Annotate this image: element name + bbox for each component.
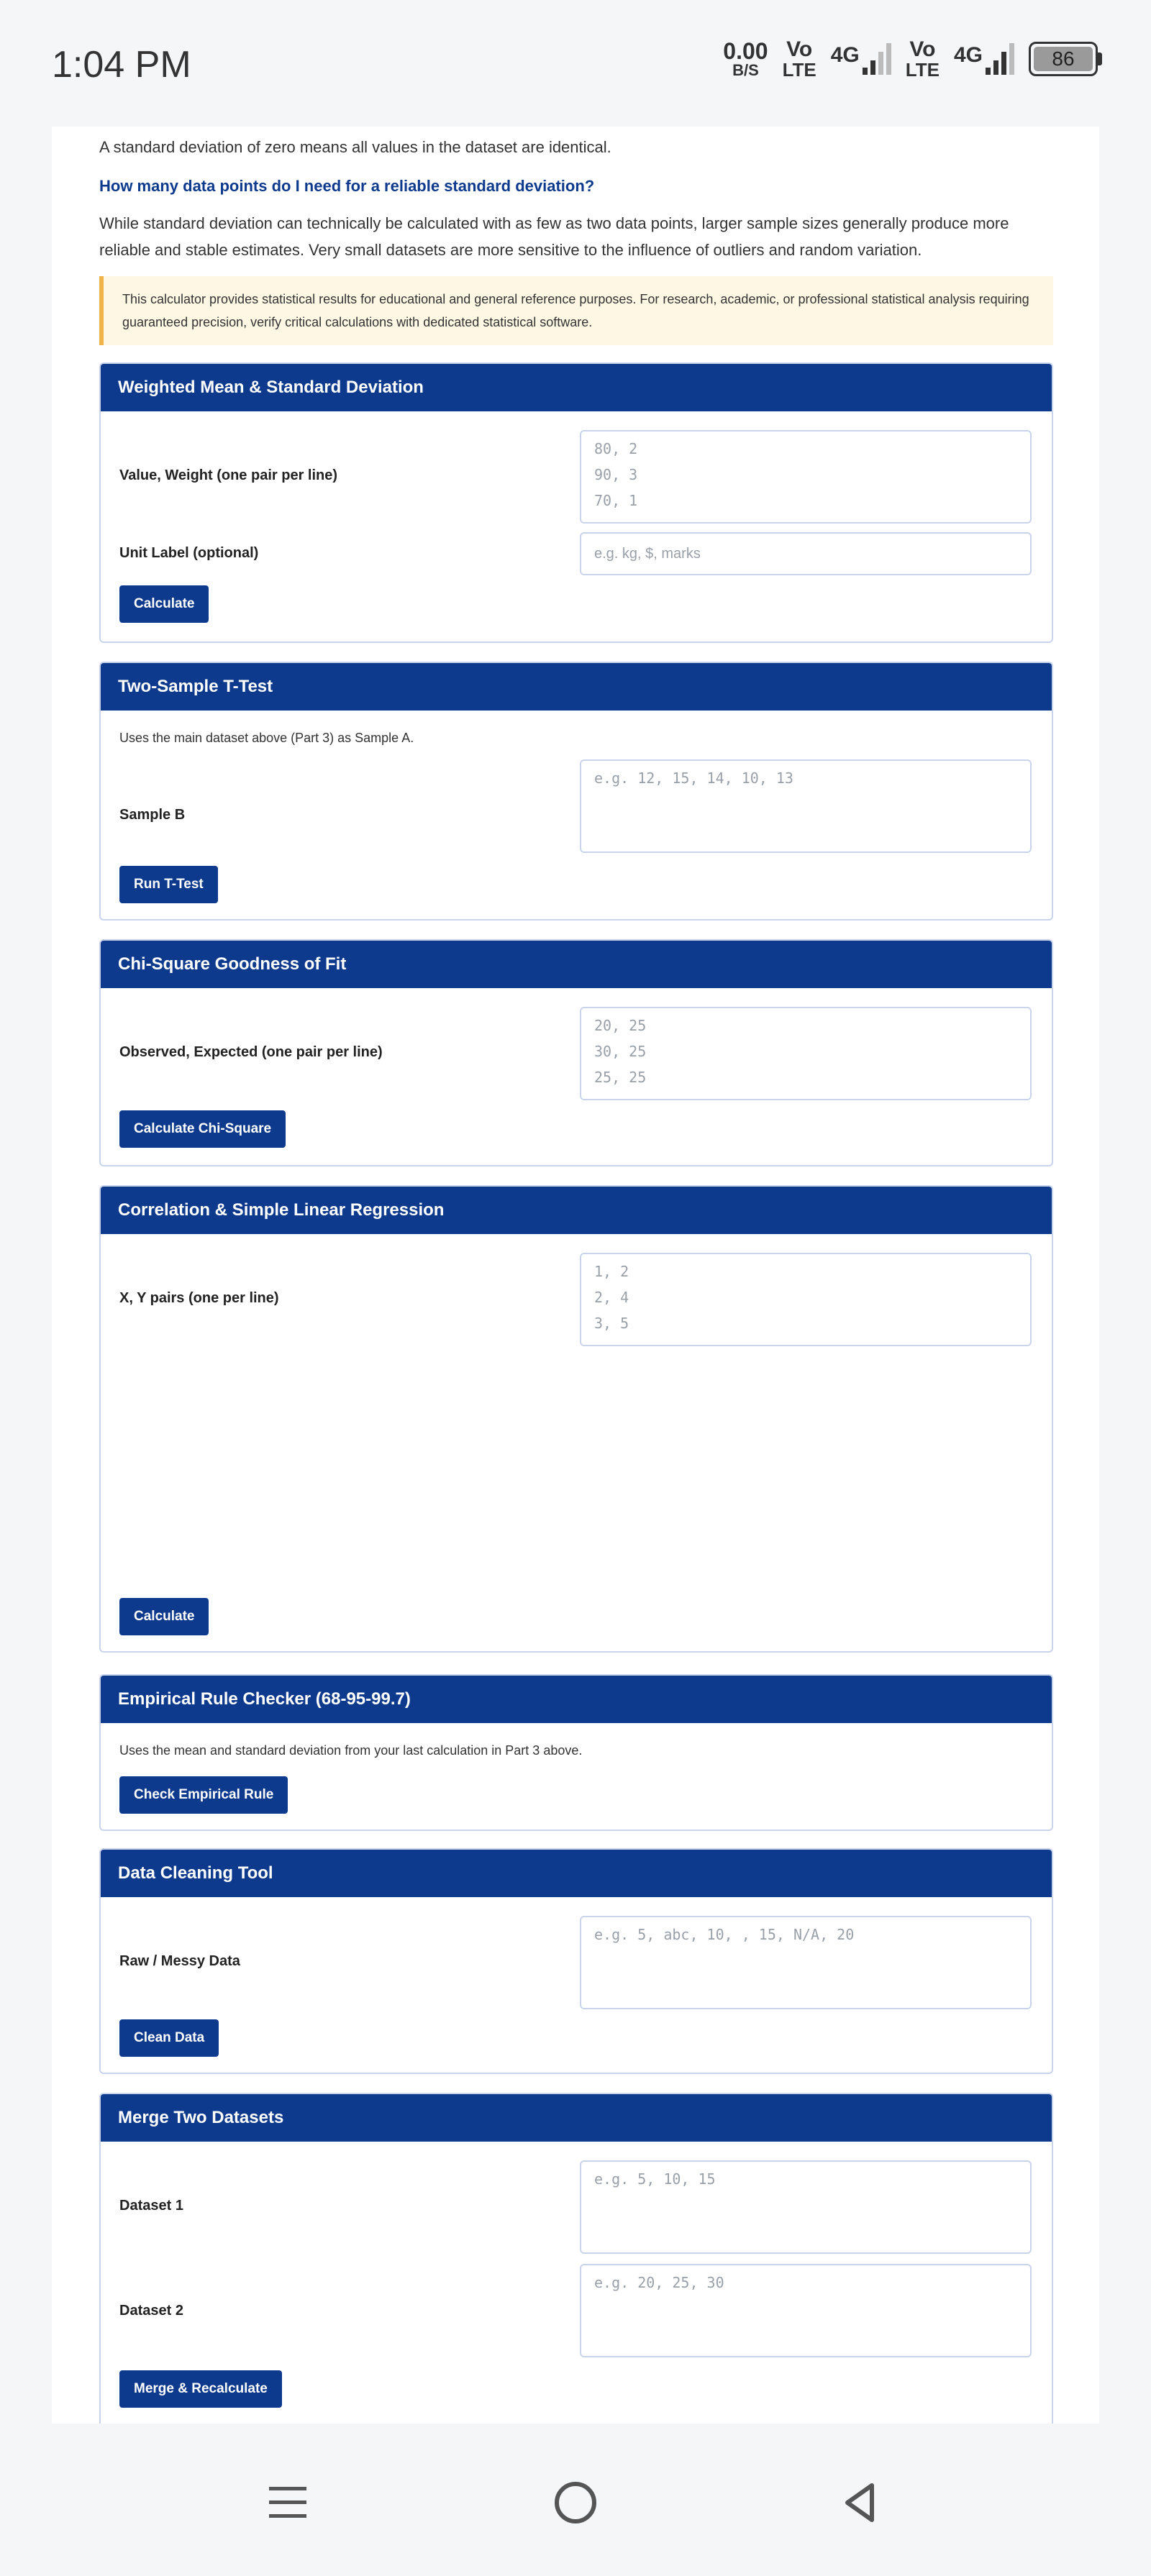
network-type: 4G: [830, 43, 860, 67]
dataset-2-input[interactable]: [580, 2264, 1032, 2357]
xy-pairs-input[interactable]: [580, 1253, 1032, 1346]
status-icons: [723, 39, 1102, 79]
faq-answer: While standard deviation can technically be calculated with as few as two data points, larger sample sizes generally produce more reliable and stable estimates. Very small datasets are more sensitive to the influence of outliers and random variation.: [99, 214, 1009, 259]
back-button[interactable]: [832, 2474, 889, 2531]
home-button[interactable]: [547, 2474, 604, 2531]
volte-label-bottom: LTE: [905, 59, 940, 81]
navigation-bar: [0, 2424, 1151, 2576]
calculate-regression-button[interactable]: Calculate: [119, 1598, 209, 1635]
disclaimer-notice: This calculator provides statistical results for educational and general reference purposes. For research, academic, or professional statistical analysis requiring guaranteed precision, verify critical calculations with dedicated statistical software.: [99, 276, 1053, 345]
card-title: Data Cleaning Tool: [101, 1850, 1052, 1897]
calculate-weighted-button[interactable]: Calculate: [119, 585, 209, 623]
regression-card: [99, 1185, 1053, 1653]
volte-label-top: Vo: [909, 37, 936, 61]
volte-label-bottom: LTE: [782, 59, 816, 81]
observed-expected-input[interactable]: [580, 1007, 1032, 1100]
raw-data-input[interactable]: [580, 1916, 1032, 2009]
merge-recalculate-button[interactable]: Merge & Recalculate: [119, 2370, 282, 2408]
check-empirical-rule-button[interactable]: Check Empirical Rule: [119, 1776, 288, 1814]
xy-pairs-label: X, Y pairs (one per line): [119, 1290, 279, 1306]
raw-data-label: Raw / Messy Data: [119, 1953, 240, 1969]
chi-square-card: [99, 939, 1053, 1166]
network-speed-unit: B/S: [732, 61, 759, 79]
volte-icon: [906, 39, 940, 79]
empirical-note: Uses the mean and standard deviation from your last calculation in Part 3 above.: [119, 1743, 583, 1758]
volte-icon: [783, 39, 816, 79]
network-speed: [723, 40, 768, 78]
card-title: Two-Sample T-Test: [101, 663, 1052, 711]
clock: 1:04 PM: [52, 44, 191, 86]
card-title: Empirical Rule Checker (68-95-99.7): [101, 1676, 1052, 1723]
volte-label-top: Vo: [786, 37, 813, 61]
dataset-2-label: Dataset 2: [119, 2303, 183, 2319]
sample-b-input[interactable]: [580, 759, 1032, 853]
home-icon: [552, 2479, 599, 2526]
run-t-test-button[interactable]: Run T-Test: [119, 866, 218, 903]
dataset-1-input[interactable]: [580, 2160, 1032, 2254]
card-title: Weighted Mean & Standard Deviation: [101, 364, 1052, 411]
faq-answer-text: A standard deviation of zero means all values in the dataset are identical.: [99, 138, 611, 156]
network-speed-value: 0.00: [723, 38, 768, 64]
battery-icon: [1029, 42, 1102, 76]
t-test-card: [99, 662, 1053, 921]
signal-icon: [954, 43, 1014, 75]
faq-question: How many data points do I need for a reliable standard deviation?: [99, 177, 595, 195]
observed-expected-label: Observed, Expected (one pair per line): [119, 1044, 383, 1060]
page-content: [52, 127, 1099, 2424]
data-cleaning-card: [99, 1848, 1053, 2074]
network-type: 4G: [953, 43, 983, 67]
signal-icon: [831, 43, 891, 75]
sample-b-label: Sample B: [119, 807, 186, 823]
unit-input[interactable]: [580, 532, 1032, 575]
back-icon: [837, 2480, 883, 2526]
unit-label: Unit Label (optional): [119, 545, 259, 561]
weighted-mean-card: [99, 362, 1053, 643]
empirical-rule-card: [99, 1674, 1053, 1831]
card-title: Merge Two Datasets: [101, 2094, 1052, 2142]
calculate-chi-square-button[interactable]: Calculate Chi-Square: [119, 1110, 286, 1148]
status-bar: [0, 0, 1151, 127]
merge-datasets-card: [99, 2093, 1053, 2424]
card-title: Correlation & Simple Linear Regression: [101, 1187, 1052, 1234]
dataset-1-label: Dataset 1: [119, 2198, 183, 2214]
battery-level: 86: [1034, 47, 1093, 71]
t-test-note: Uses the main dataset above (Part 3) as Sample A.: [119, 731, 414, 745]
pairs-label: Value, Weight (one pair per line): [119, 467, 338, 483]
card-title: Chi-Square Goodness of Fit: [101, 941, 1052, 988]
weighted-pairs-input[interactable]: [580, 430, 1032, 524]
clean-data-button[interactable]: Clean Data: [119, 2019, 219, 2057]
recents-button[interactable]: [259, 2474, 317, 2531]
recents-icon: [265, 2480, 311, 2526]
